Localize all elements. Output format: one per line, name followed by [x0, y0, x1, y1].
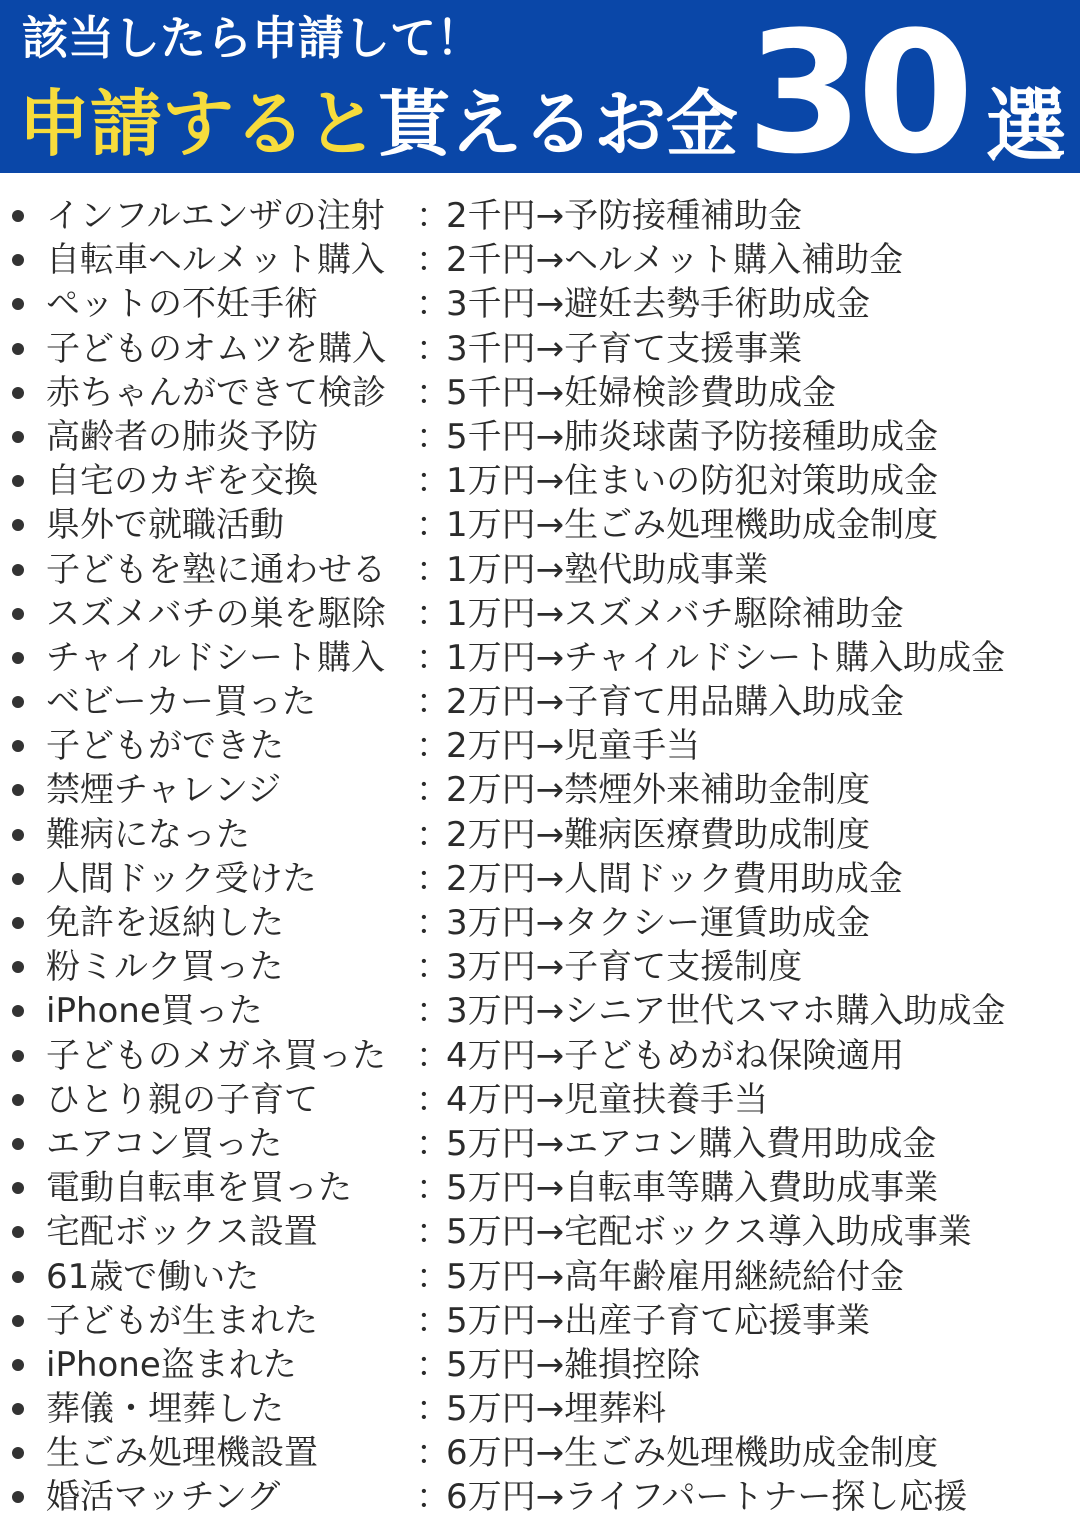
item-situation: チャイルドシート購入 [46, 637, 385, 678]
item-situation: 免許を返納した [46, 903, 284, 943]
bullet-icon [12, 608, 24, 620]
list-item [0, 1255, 1080, 1299]
item-separator: ： [416, 1477, 450, 1518]
item-amount: 3万円→子育て支援制度 [446, 947, 803, 988]
item-count: 30 [746, 0, 968, 173]
item-amount: 5万円→自転車等購入費助成事業 [446, 1168, 939, 1209]
bullet-icon [12, 829, 24, 841]
bullet-icon [12, 917, 24, 929]
list-item [0, 945, 1080, 989]
bullet-icon [12, 1226, 24, 1238]
bullet-icon [12, 652, 24, 664]
item-amount: 6万円→ライフパートナー探し応援 [446, 1477, 968, 1518]
item-separator: ： [416, 991, 450, 1032]
item-separator: ： [416, 284, 450, 325]
list-item [0, 857, 1080, 901]
item-separator: ： [416, 1256, 450, 1297]
item-situation: 子どもを塾に通わせる [46, 549, 386, 590]
item-separator: ： [416, 1389, 450, 1430]
item-amount: 1万円→チャイルドシート購入助成金 [446, 637, 1006, 678]
item-situation: ひとり親の子育て [46, 1079, 318, 1120]
item-amount: 5千円→肺炎球菌予防接種助成金 [446, 416, 939, 457]
item-separator: ： [416, 1168, 450, 1209]
bullet-icon [12, 740, 24, 752]
item-separator: ： [416, 549, 450, 590]
bullet-icon [12, 1359, 24, 1371]
list-item [0, 1078, 1080, 1122]
item-amount: 1万円→生ごみ処理機助成金制度 [446, 505, 939, 546]
bullet-icon [12, 475, 24, 487]
item-situation: ベビーカー買った [46, 682, 316, 723]
title-highlight: 申請すると [18, 82, 379, 166]
item-amount: 2万円→難病医療費助成制度 [446, 814, 871, 855]
list-item [0, 989, 1080, 1033]
item-situation: 生ごみ処理機設置 [46, 1433, 318, 1474]
bullet-icon [12, 1271, 24, 1283]
item-separator: ： [416, 858, 450, 899]
list-item [0, 327, 1080, 371]
bullet-icon [12, 1182, 24, 1194]
list-item [0, 1210, 1080, 1254]
header-title [18, 80, 738, 173]
item-situation: 粉ミルク買った [46, 947, 284, 988]
item-amount: 2万円→人間ドック費用助成金 [446, 858, 903, 899]
list-item [0, 1166, 1080, 1210]
item-situation: 県外で就職活動 [46, 505, 284, 546]
list-item [0, 1299, 1080, 1343]
list-item [0, 901, 1080, 945]
item-separator: ： [416, 372, 450, 413]
item-separator: ： [416, 1300, 450, 1341]
benefit-list [0, 194, 1080, 1520]
item-separator: ： [416, 1123, 450, 1164]
list-item [0, 768, 1080, 812]
item-separator: ： [416, 770, 450, 811]
item-amount: 5万円→雑損控除 [446, 1344, 701, 1385]
item-situation: 葬儀・埋葬した [46, 1389, 284, 1430]
list-item [0, 636, 1080, 680]
list-item [0, 459, 1080, 503]
list-item [0, 238, 1080, 282]
bullet-icon [12, 254, 24, 266]
item-separator: ： [416, 416, 450, 457]
bullet-icon [12, 1094, 24, 1106]
item-amount: 5万円→高年齢雇用継続給付金 [446, 1256, 905, 1297]
list-item [0, 813, 1080, 857]
item-situation: 61歳で働いた [46, 1256, 260, 1297]
title-main: 貰えるお金 [378, 82, 739, 166]
list-item [0, 282, 1080, 326]
item-amount: 4万円→児童扶養手当 [446, 1079, 769, 1120]
item-amount: 2千円→予防接種補助金 [446, 196, 803, 236]
bullet-icon [12, 519, 24, 531]
list-item [0, 194, 1080, 238]
header-subtitle: 該当したら申請して！ [22, 11, 482, 65]
item-separator: ： [416, 637, 450, 678]
header-banner [0, 0, 1080, 173]
list-item [0, 1387, 1080, 1431]
item-situation: iPhone買った [46, 991, 263, 1032]
item-separator: ： [416, 505, 450, 546]
item-situation: 子どもが生まれた [46, 1300, 318, 1341]
item-situation: 子どものメガネ買った [46, 1035, 386, 1076]
item-count-suffix: 選 [986, 80, 1066, 173]
item-amount: 6万円→生ごみ処理機助成金制度 [446, 1433, 939, 1474]
item-amount: 2万円→子育て用品購入助成金 [446, 682, 905, 723]
bullet-icon [12, 210, 24, 222]
item-amount: 2万円→禁煙外来補助金制度 [446, 770, 871, 811]
bullet-icon [12, 1050, 24, 1062]
item-situation: 子どものオムツを購入 [46, 328, 386, 369]
item-amount: 5万円→出産子育て応援事業 [446, 1300, 871, 1341]
item-situation: ペットの不妊手術 [46, 284, 318, 325]
item-situation: 電動自転車を買った [46, 1168, 352, 1209]
list-item [0, 503, 1080, 547]
item-separator: ： [416, 1035, 450, 1076]
item-amount: 3千円→子育て支援事業 [446, 328, 803, 369]
item-situation: インフルエンザの注射 [46, 196, 385, 236]
item-separator: ： [416, 1079, 450, 1120]
item-amount: 5万円→エアコン購入費用助成金 [446, 1123, 937, 1164]
item-situation: 難病になった [46, 814, 250, 855]
item-amount: 4万円→子どもめがね保険適用 [446, 1035, 905, 1076]
item-amount: 1万円→塾代助成事業 [446, 549, 769, 590]
list-item [0, 1431, 1080, 1475]
bullet-icon [12, 1005, 24, 1017]
item-separator: ： [416, 682, 450, 723]
item-amount: 2千円→ヘルメット購入補助金 [446, 240, 904, 281]
item-situation: 人間ドック受けた [46, 858, 317, 899]
item-separator: ： [416, 461, 450, 502]
bullet-icon [12, 1403, 24, 1415]
bullet-icon [12, 1315, 24, 1327]
bullet-icon [12, 564, 24, 576]
item-situation: エアコン買った [46, 1123, 283, 1164]
item-amount: 5万円→宅配ボックス導入助成事業 [446, 1212, 972, 1253]
item-amount: 1万円→住まいの防犯対策助成金 [446, 461, 939, 502]
item-amount: 1万円→スズメバチ駆除補助金 [446, 593, 904, 634]
list-item [0, 724, 1080, 768]
item-amount: 3万円→タクシー運賃助成金 [446, 903, 871, 943]
item-situation: 赤ちゃんができて検診 [46, 372, 386, 413]
item-situation: 婚活マッチング [46, 1477, 281, 1518]
item-amount: 5万円→埋葬料 [446, 1389, 667, 1430]
item-situation: 宅配ボックス設置 [46, 1212, 318, 1253]
list-item [0, 548, 1080, 592]
item-separator: ： [416, 726, 450, 767]
item-situation: iPhone盗まれた [46, 1344, 297, 1385]
item-separator: ： [416, 947, 450, 988]
bullet-icon [12, 784, 24, 796]
bullet-icon [12, 1447, 24, 1459]
list-item [0, 1034, 1080, 1078]
list-item [0, 1343, 1080, 1387]
list-item [0, 592, 1080, 636]
item-separator: ： [416, 328, 450, 369]
item-amount: 5千円→妊婦検診費助成金 [446, 372, 837, 413]
list-item [0, 1475, 1080, 1519]
list-item [0, 371, 1080, 415]
bullet-icon [12, 873, 24, 885]
item-separator: ： [416, 240, 450, 281]
bullet-icon [12, 343, 24, 355]
item-separator: ： [416, 1212, 450, 1253]
item-situation: 子どもができた [46, 726, 284, 767]
item-separator: ： [416, 814, 450, 855]
bullet-icon [12, 1138, 24, 1150]
item-amount: 2万円→児童手当 [446, 726, 701, 767]
bullet-icon [12, 431, 24, 443]
item-situation: 自宅のカギを交換 [46, 461, 318, 502]
item-situation: スズメバチの巣を駆除 [46, 593, 386, 634]
list-item [0, 680, 1080, 724]
item-situation: 高齢者の肺炎予防 [46, 416, 318, 457]
item-situation: 自転車ヘルメット購入 [46, 240, 385, 281]
item-situation: 禁煙チャレンジ [46, 770, 282, 811]
item-separator: ： [416, 1433, 450, 1474]
list-item [0, 415, 1080, 459]
bullet-icon [12, 387, 24, 399]
item-amount: 3千円→避妊去勢手術助成金 [446, 284, 871, 325]
bullet-icon [12, 1491, 24, 1503]
item-amount: 3万円→シニア世代スマホ購入助成金 [446, 991, 1006, 1032]
bullet-icon [12, 696, 24, 708]
item-separator: ： [416, 196, 450, 236]
bullet-icon [12, 961, 24, 973]
bullet-icon [12, 298, 24, 310]
list-item [0, 1122, 1080, 1166]
item-separator: ： [416, 903, 450, 943]
item-separator: ： [416, 1344, 450, 1385]
item-separator: ： [416, 593, 450, 634]
